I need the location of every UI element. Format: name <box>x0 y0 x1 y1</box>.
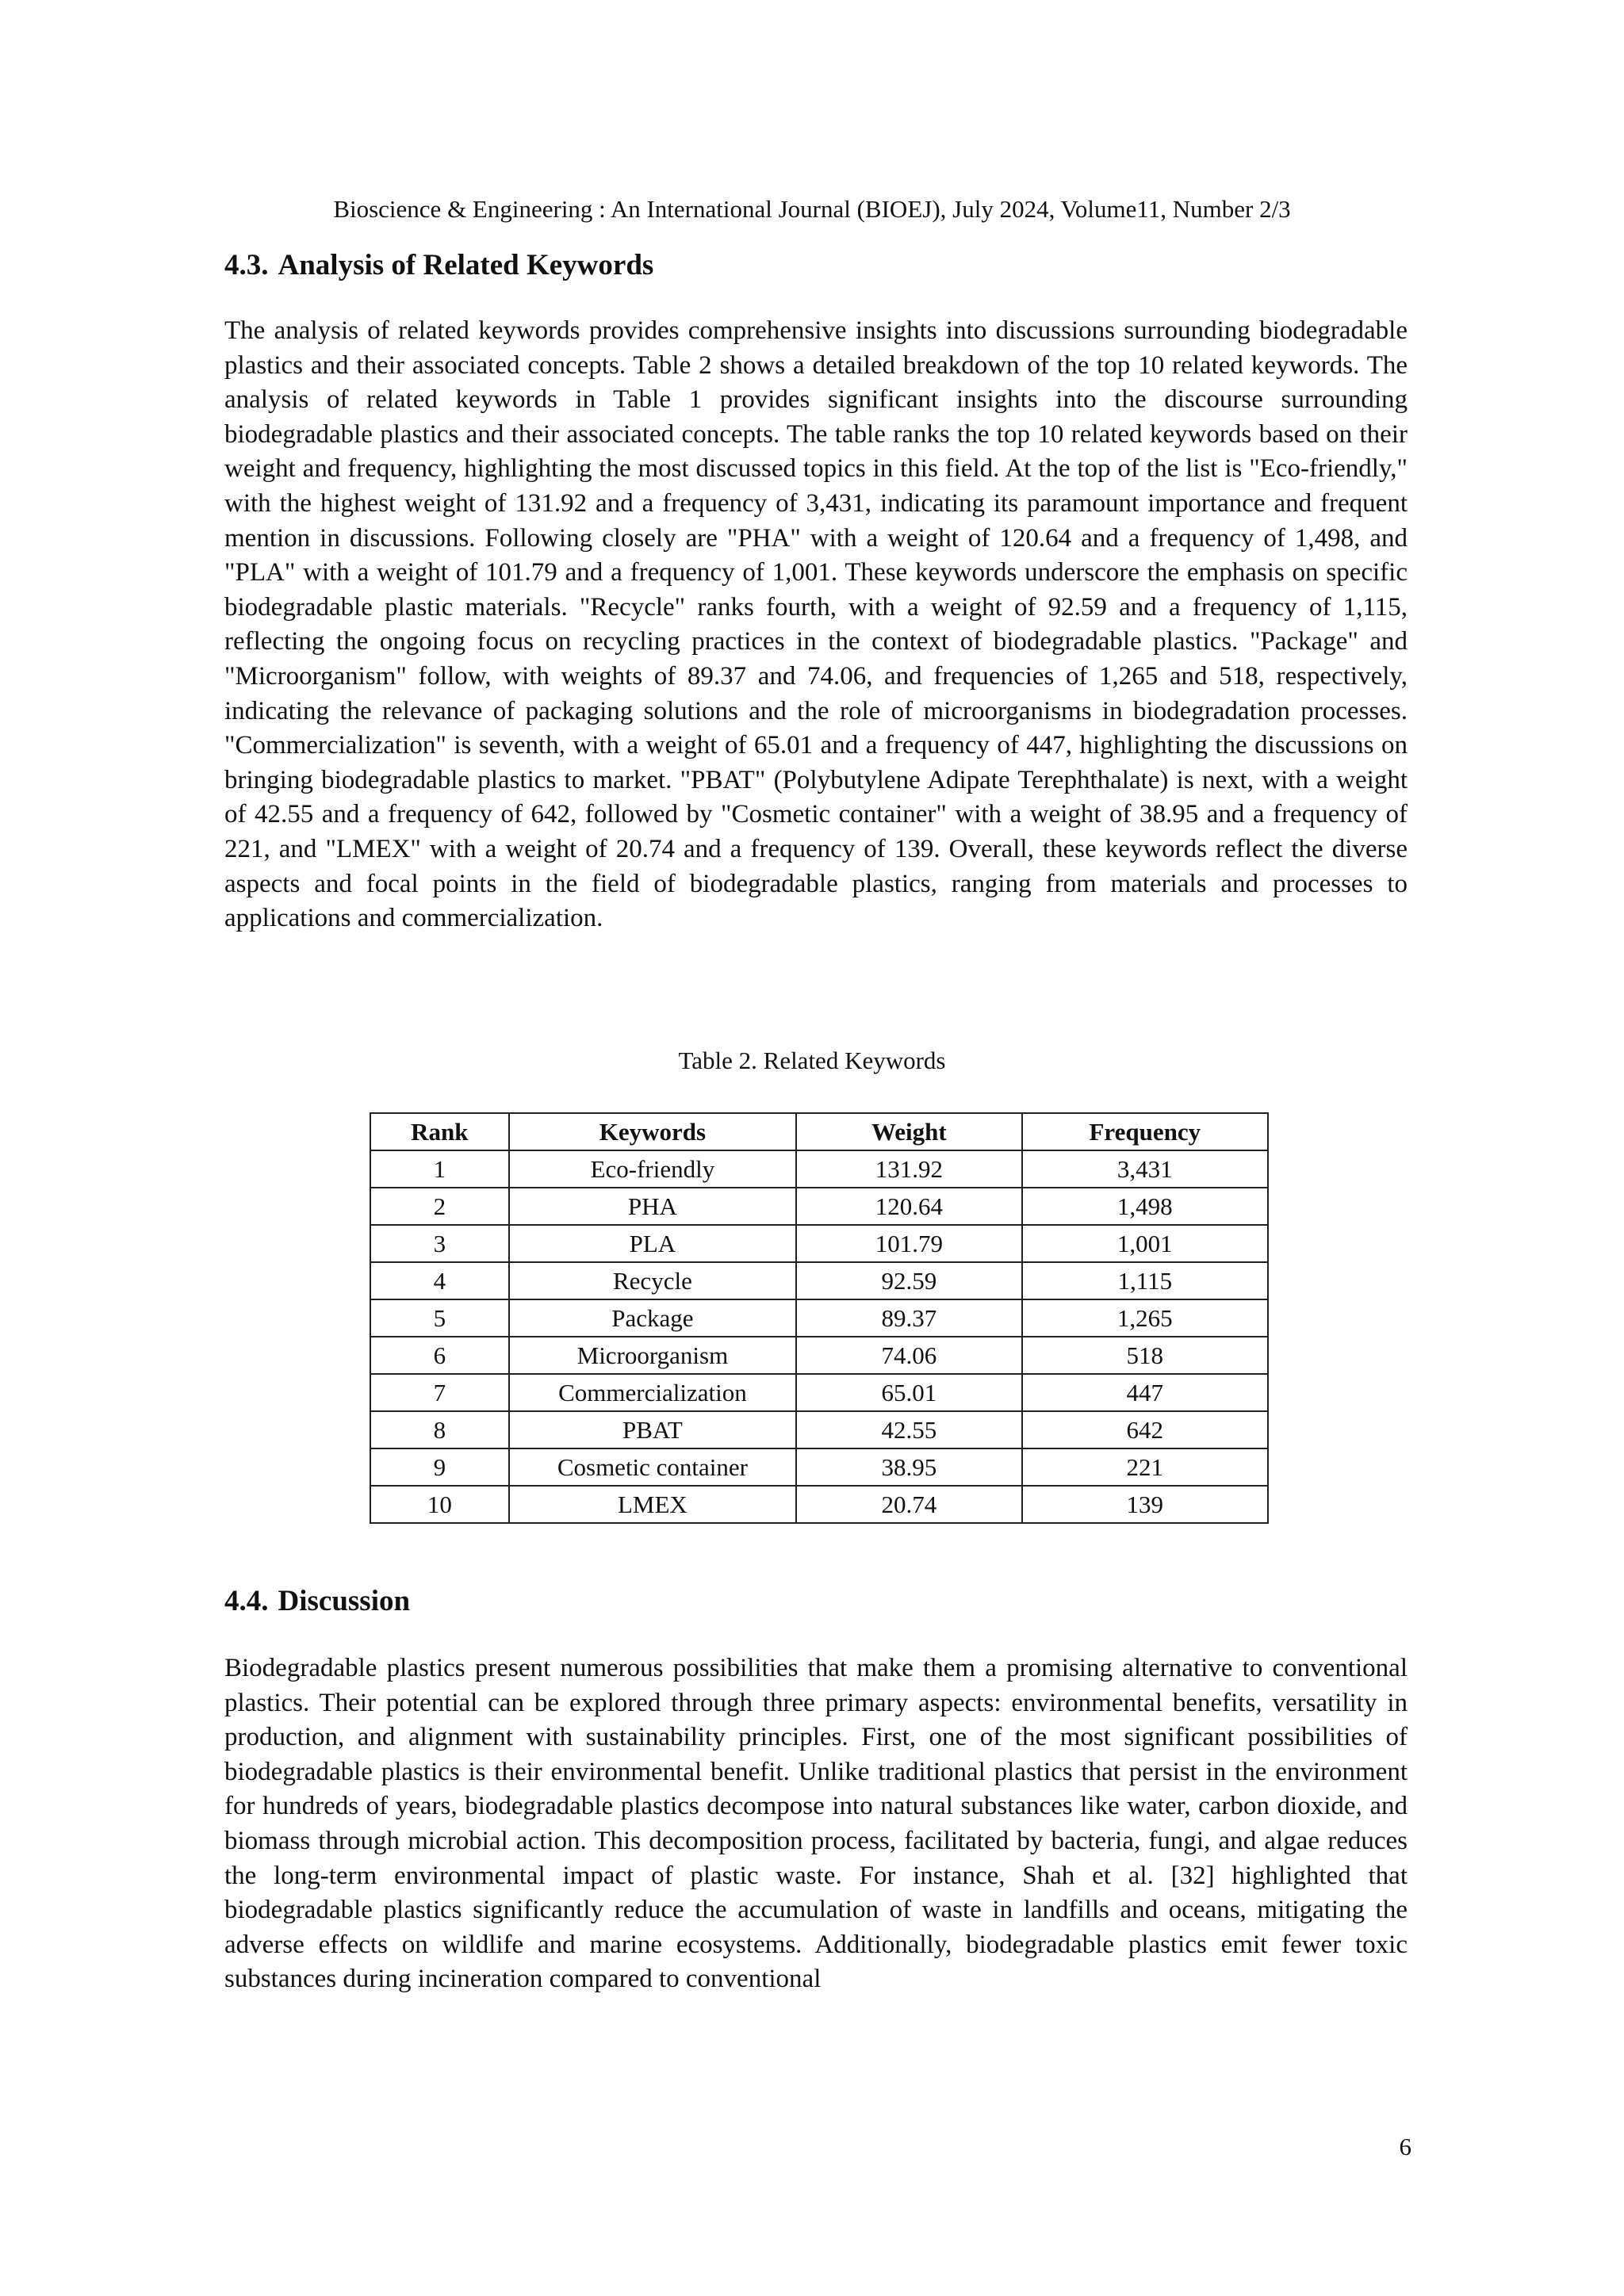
header-frequency: Frequency <box>1022 1113 1268 1150</box>
cell-rank: 9 <box>370 1448 509 1486</box>
cell-keyword: Commercialization <box>509 1374 797 1411</box>
cell-keyword: PLA <box>509 1225 797 1262</box>
cell-weight: 20.74 <box>796 1486 1021 1523</box>
cell-rank: 1 <box>370 1150 509 1188</box>
table-row <box>370 1150 1268 1188</box>
keywords-table <box>370 1112 1269 1524</box>
table-row <box>370 1411 1268 1448</box>
cell-keyword: Recycle <box>509 1262 797 1299</box>
table-row <box>370 1337 1268 1374</box>
cell-weight: 65.01 <box>796 1374 1021 1411</box>
cell-frequency: 518 <box>1022 1337 1268 1374</box>
cell-frequency: 1,498 <box>1022 1188 1268 1225</box>
table-row <box>370 1374 1268 1411</box>
cell-frequency: 447 <box>1022 1374 1268 1411</box>
cell-rank: 8 <box>370 1411 509 1448</box>
cell-weight: 101.79 <box>796 1225 1021 1262</box>
cell-frequency: 3,431 <box>1022 1150 1268 1188</box>
page-number: 6 <box>1399 2133 1411 2160</box>
section-title: Discussion <box>278 1585 411 1617</box>
cell-weight: 42.55 <box>796 1411 1021 1448</box>
cell-rank: 3 <box>370 1225 509 1262</box>
header-weight: Weight <box>796 1113 1021 1150</box>
header-keywords: Keywords <box>509 1113 797 1150</box>
cell-rank: 4 <box>370 1262 509 1299</box>
cell-rank: 6 <box>370 1337 509 1374</box>
cell-weight: 92.59 <box>796 1262 1021 1299</box>
cell-weight: 38.95 <box>796 1448 1021 1486</box>
cell-rank: 7 <box>370 1374 509 1411</box>
cell-keyword: Package <box>509 1299 797 1337</box>
cell-frequency: 642 <box>1022 1411 1268 1448</box>
section-title: Analysis of Related Keywords <box>278 249 654 281</box>
running-header: Bioscience & Engineering : An International Journal (BIOEJ), July 2024, Volume11, Number 2/3 <box>333 195 1291 223</box>
cell-weight: 74.06 <box>796 1337 1021 1374</box>
table-row <box>370 1299 1268 1337</box>
cell-keyword: LMEX <box>509 1486 797 1523</box>
cell-keyword: Eco-friendly <box>509 1150 797 1188</box>
table-row <box>370 1486 1268 1523</box>
cell-frequency: 139 <box>1022 1486 1268 1523</box>
table-row <box>370 1448 1268 1486</box>
cell-frequency: 1,265 <box>1022 1299 1268 1337</box>
cell-frequency: 1,001 <box>1022 1225 1268 1262</box>
cell-frequency: 221 <box>1022 1448 1268 1486</box>
header-rank: Rank <box>370 1113 509 1150</box>
section-heading-4-4 <box>224 1584 410 1619</box>
table-row <box>370 1225 1268 1262</box>
cell-keyword: PHA <box>509 1188 797 1225</box>
table-caption: Table 2. Related Keywords <box>678 1047 946 1074</box>
cell-weight: 89.37 <box>796 1299 1021 1337</box>
section-number: 4.3. <box>224 249 269 281</box>
cell-keyword: PBAT <box>509 1411 797 1448</box>
paragraph-discussion: Biodegradable plastics present numerous possibilities that make them a promising alternative to conventional plastics. Their potential can be explored through three primary aspects: environmental benefits, versatility in production, and alignment with sustainability principles. First, one of the most significant possibilities of biodegradable plastics is their environmental benefit. Unlike traditional plastics that persist in the environment for hundreds of years, biodegradable plastics decompose into natural substances like water, carbon dioxide, and biomass through microbial action. This decomposition process, facilitated by bacteria, fungi, and algae reduces the long-term environmental impact of plastic waste. For instance, Shah et al. [32] highlighted that biodegradable plastics significantly reduce the accumulation of waste in landfills and oceans, mitigating the adverse effects on wildlife and marine ecosystems. Additionally, biodegradable plastics emit fewer toxic substances during incineration compared to conventional <box>224 1654 1408 1994</box>
cell-weight: 120.64 <box>796 1188 1021 1225</box>
cell-rank: 2 <box>370 1188 509 1225</box>
table-row <box>370 1262 1268 1299</box>
cell-frequency: 1,115 <box>1022 1262 1268 1299</box>
cell-keyword: Cosmetic container <box>509 1448 797 1486</box>
table-row <box>370 1188 1268 1225</box>
section-heading-4-3 <box>224 248 653 283</box>
cell-rank: 10 <box>370 1486 509 1523</box>
section-number: 4.4. <box>224 1585 269 1617</box>
cell-weight: 131.92 <box>796 1150 1021 1188</box>
cell-keyword: Microorganism <box>509 1337 797 1374</box>
paragraph-related-keywords: The analysis of related keywords provides comprehensive insights into discussions surrounding biodegradable plastics and their associated concepts. Table 2 shows a detailed breakdown of the top 10 related keywords. The analysis of related keywords in Table 1 provides significant insights into the discourse surrounding biodegradable plastics and their associated concepts. The table ranks the top 10 related keywords based on their weight and frequency, highlighting the most discussed topics in this field. At the top of the list is "Eco-friendly," with the highest weight of 131.92 and a frequency of 3,431, indicating its paramount importance and frequent mention in discussions. Following closely are "PHA" with a weight of 120.64 and a frequency of 1,498, and "PLA" with a weight of 101.79 and a frequency of 1,001. These keywords underscore the emphasis on specific biodegradable plastic materials. "Recycle" ranks fourth, with a weight of 92.59 and a frequency of 1,115, reflecting the ongoing focus on recycling practices in the context of biodegradable plastics. "Package" and "Microorganism" follow, with weights of 89.37 and 74.06, and frequencies of 1,265 and 518, respectively, indicating the relevance of packaging solutions and the role of microorganisms in biodegradation processes. "Commercialization" is seventh, with a weight of 65.01 and a frequency of 447, highlighting the discussions on bringing biodegradable plastics to market. "PBAT" (Polybutylene Adipate Terephthalate) is next, with a weight of 42.55 and a frequency of 642, followed by "Cosmetic container" with a weight of 38.95 and a frequency of 221, and "LMEX" with a weight of 20.74 and a frequency of 139. Overall, these keywords reflect the diverse aspects and focal points in the field of biodegradable plastics, ranging from materials and processes to applications and commercialization. <box>224 316 1408 933</box>
cell-rank: 5 <box>370 1299 509 1337</box>
table-header-row <box>370 1113 1268 1150</box>
